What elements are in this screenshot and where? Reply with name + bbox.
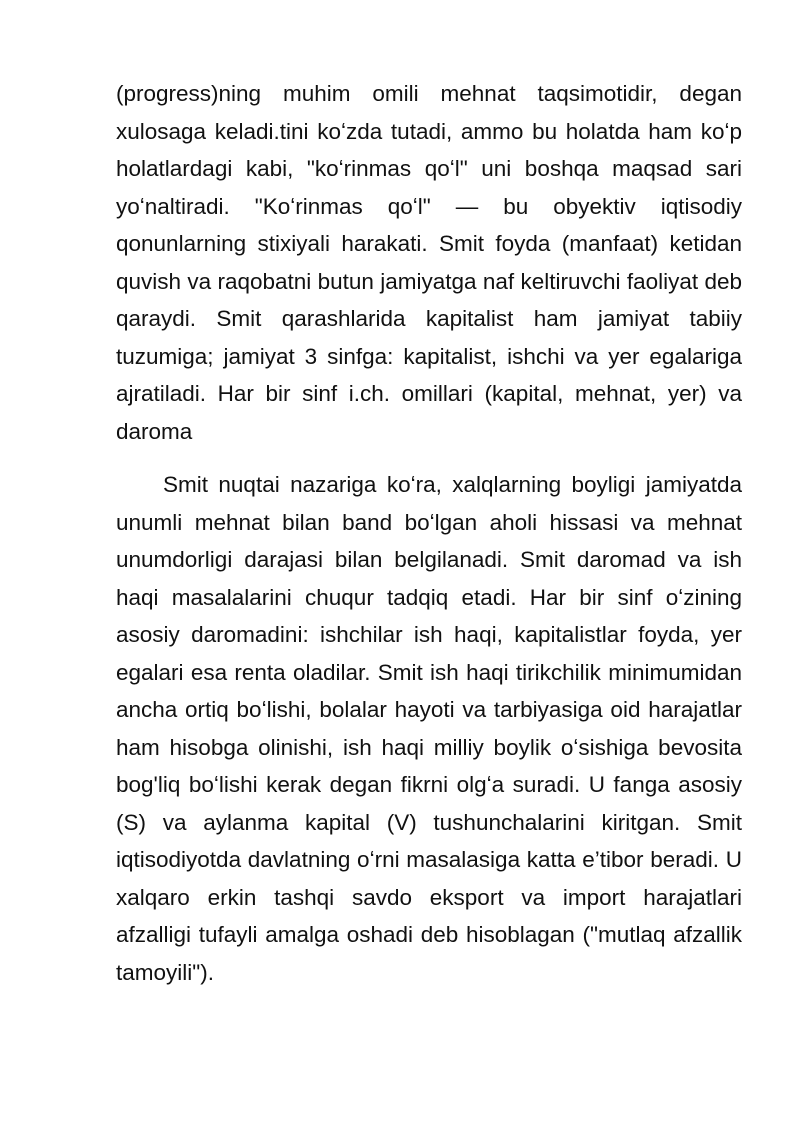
paragraph-2: Smit nuqtai nazariga koʻra, xalqlarning boyligi jamiyatda unumli mehnat bilan band boʻlgan aholi hissasi va mehnat unumdorligi darajasi bilan belgilanadi. Smit daromad va ish haqi masalalarini chuqur tadqiq etadi. Har bir sinf oʻzining asosiy daromadini: ishchilar ish haqi, kapitalistlar foyda, yer egalari esa renta oladilar. Smit ish haqi tirikchilik minimumidan ancha ortiq boʻlishi, bolalar hayoti va tarbiyasiga oid harajatlar ham hisobga olinishi, ish haqi milliy boylik oʻsishiga bevosita bog'liq boʻlishi kerak degan fikrni olgʻa suradi. U fanga asosiy (S) va aylanma kapital (V) tushunchalarini kiritgan. Smit iqtisodiyotda davlatning oʻrni masalasiga katta e’tibor beradi. U xalqaro erkin tashqi savdo eksport va import harajatlari afzalligi tufayli amalga oshadi deb hisoblagan ("mutlaq afzallik tamoyili").: [116, 472, 742, 985]
paragraph-1: (progress)ning muhim omili mehnat taqsimotidir, degan xulosaga keladi.tini koʻzda tutadi, ammo bu holatda ham koʻp holatlardagi kabi, "koʻrinmas qoʻl" uni boshqa maqsad sari yoʻnaltiradi. "Koʻrinmas qoʻl" — bu obyektiv iqtisodiy qonunlarning stixiyali harakati. Smit foyda (manfaat) ketidan quvish va raqobatni butun jamiyatga naf keltiruvchi faoliyat deb qaraydi. Smit qarashlarida kapitalist ham jamiyat tabiiy tuzumiga; jamiyat 3 sinfga: kapitalist, ishchi va yer egalariga ajratiladi. Har bir sinf i.ch. omillari (kapital, mehnat, yer) va daroma: [116, 81, 742, 444]
document-page: [116, 75, 742, 991]
